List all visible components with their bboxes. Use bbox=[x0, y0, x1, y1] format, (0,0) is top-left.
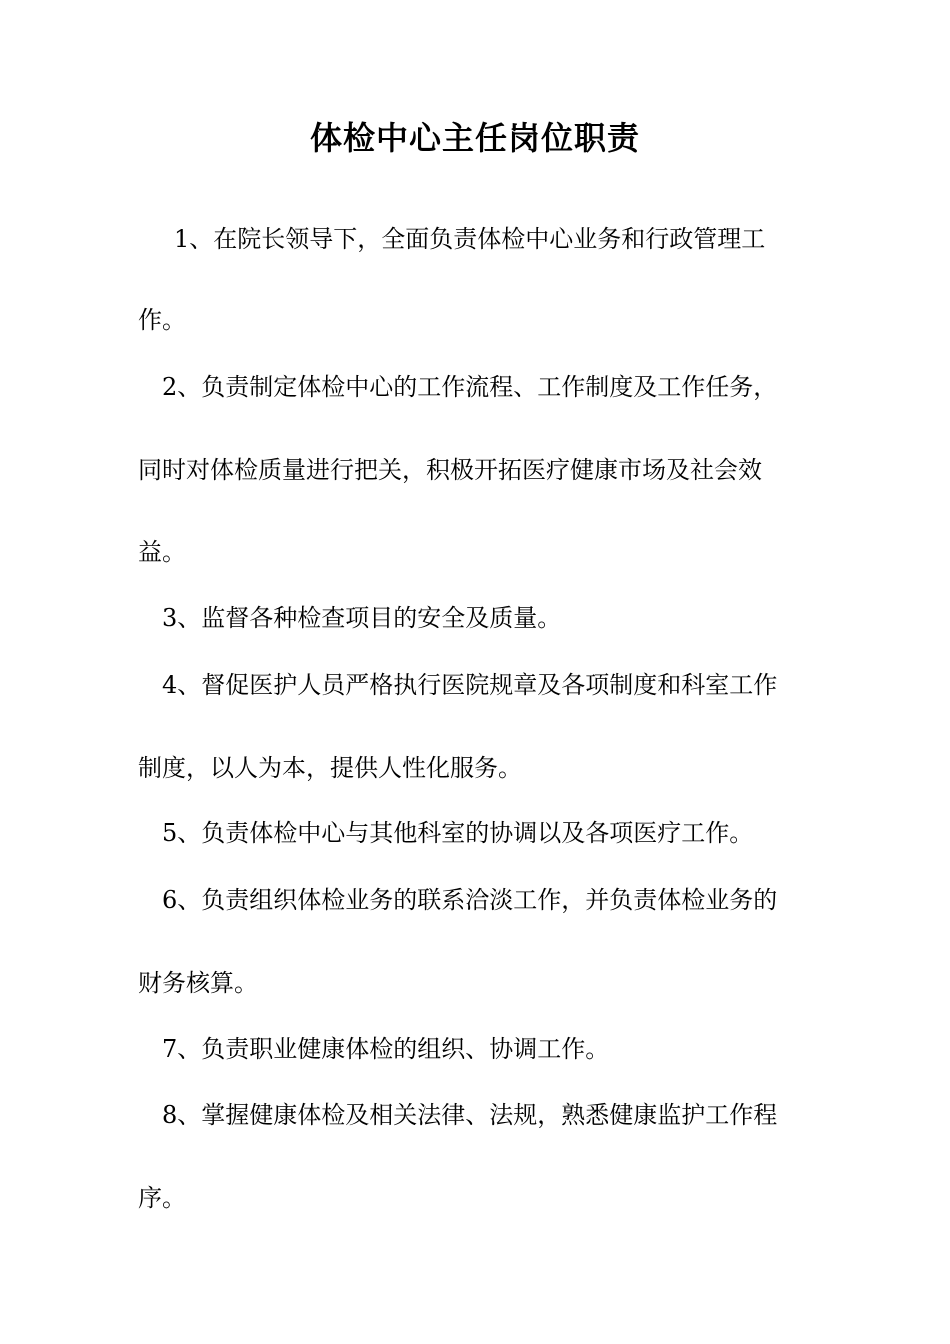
duty-1-line-2: 作。 bbox=[138, 306, 186, 334]
duty-4-line-2: 制度，以人为本，提供人性化服务。 bbox=[138, 754, 522, 782]
duty-7-line-1: 7、负责职业健康体检的组织、协调工作。 bbox=[162, 1035, 610, 1063]
duty-4-line-1: 4、督促医护人员严格执行医院规章及各项制度和科室工作 bbox=[162, 671, 778, 699]
duty-3-line-1: 3、监督各种检查项目的安全及质量。 bbox=[162, 604, 562, 632]
duty-2-line-3: 益。 bbox=[138, 538, 186, 566]
duty-2-line-2: 同时对体检质量进行把关，积极开拓医疗健康市场及社会效 bbox=[138, 456, 762, 484]
duty-2-line-1: 2、负责制定体检中心的工作流程、工作制度及工作任务， bbox=[162, 373, 778, 401]
duty-5-line-1: 5、负责体检中心与其他科室的协调以及各项医疗工作。 bbox=[162, 819, 754, 847]
duty-8-line-1: 8、掌握健康体检及相关法律、法规，熟悉健康监护工作程 bbox=[162, 1101, 778, 1129]
document-title: 体检中心主任岗位职责 bbox=[309, 119, 640, 157]
duty-8-line-2: 序。 bbox=[138, 1184, 186, 1212]
duty-6-line-1: 6、负责组织体检业务的联系洽淡工作，并负责体检业务的 bbox=[162, 886, 778, 914]
duty-6-line-2: 财务核算。 bbox=[138, 969, 258, 997]
duty-1-line-1: 1、在院长领导下，全面负责体检中心业务和行政管理工 bbox=[174, 225, 766, 253]
